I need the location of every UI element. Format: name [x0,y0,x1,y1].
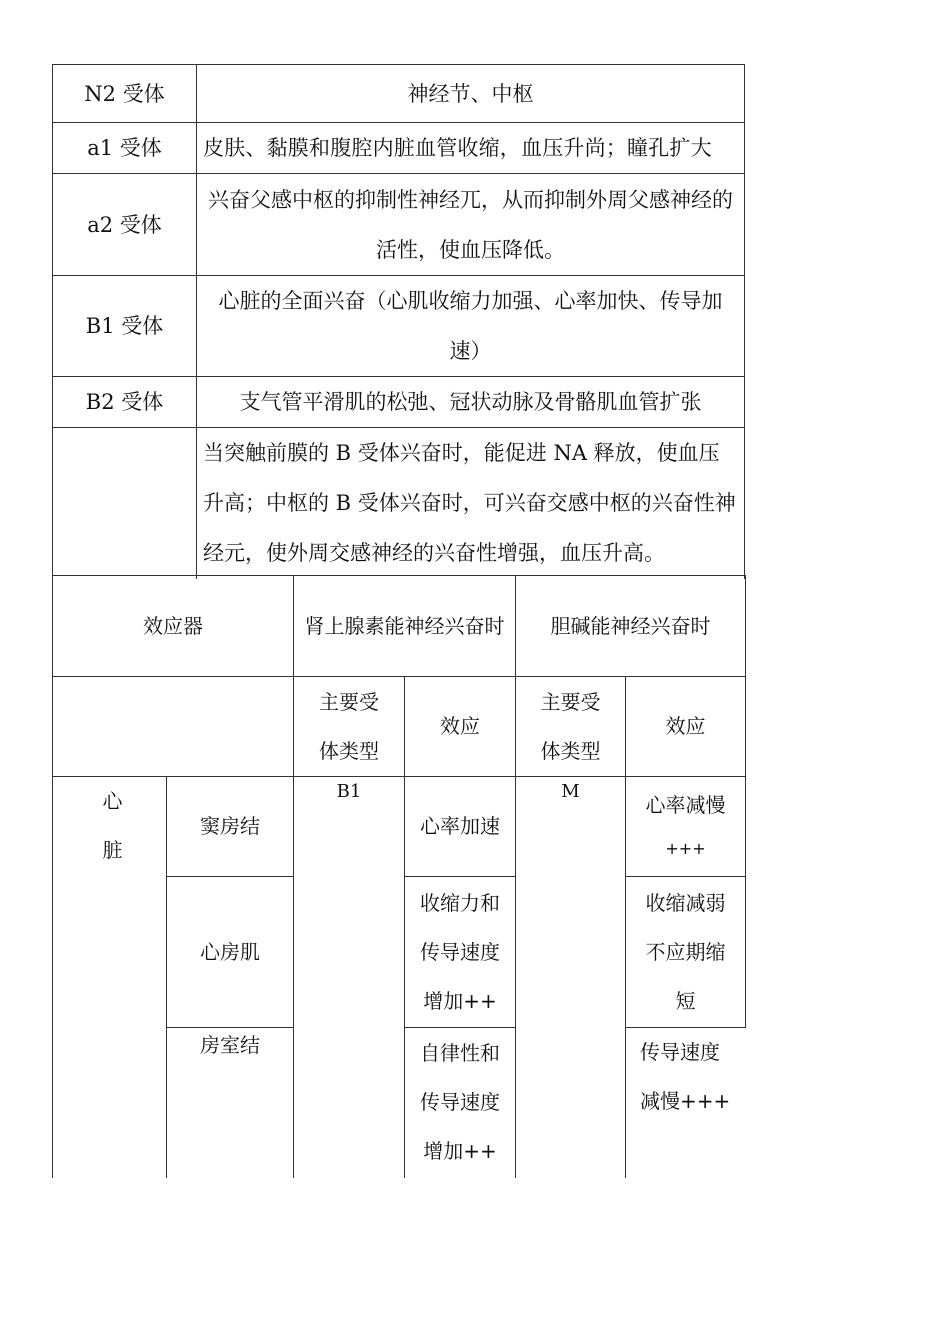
effector-table [52,575,746,1178]
receptor-description: 神经节、中枢 [197,65,745,123]
cholinergic-effect-header: 效应 [626,677,746,777]
adrenergic-receptor-type-header: 主要受体类型 [294,677,405,777]
receptor-label: a1 受体 [53,123,197,174]
organ-part: 心房肌 [167,877,294,1028]
effector-header: 效应器 [53,576,294,677]
receptor-table [52,64,745,579]
cholinergic-effect [626,777,746,877]
receptor-description: 兴奋父感中枢的抑制性神经兀，从而抑制外周父感神经的活性，使血压降低。 [197,174,745,276]
organ-part: 窦房结 [167,777,294,877]
adrenergic-header: 肾上腺素能神经兴奋时 [294,576,516,677]
adrenergic-receptor: B1 [294,777,405,1178]
cholinergic-receptor-type-header: 主要受体类型 [516,677,626,777]
cholinergic-header: 胆碱能神经兴奋时 [516,576,746,677]
receptor-label: a2 受体 [53,174,197,276]
adrenergic-effect: 心率加速 [405,777,516,877]
adrenergic-effect: 自律性和传导速度增加++ [405,1028,516,1178]
organ-part: 房室结 [167,1028,294,1178]
cholinergic-receptor: M [516,777,626,1178]
receptor-label: B2 受体 [53,377,197,428]
adrenergic-effect-header: 效应 [405,677,516,777]
cholinergic-effect: 收缩减弱不应期缩短 [626,877,746,1028]
receptor-description: 皮肤、黏膜和腹腔内脏血管收缩，血压升尚；瞳孔扩大 [197,123,745,174]
cholinergic-effect-marker: +++ [665,838,706,858]
receptor-label [53,428,197,579]
receptor-label: N2 受体 [53,65,197,123]
receptor-label: B1 受体 [53,276,197,377]
cholinergic-effect: 传导速度减慢+++ [626,1028,746,1178]
organ-label: 心脏 [53,777,167,1178]
empty-cell [53,677,294,777]
receptor-description: 当突触前膜的 B 受体兴奋时，能促进 NA 释放，使血压升高；中枢的 B 受体兴奋时，可兴奋交感中枢的兴奋性神经元，使外周交感神经的兴奋性增强，血压升高。 [197,428,745,579]
receptor-description: 心脏的全面兴奋（心肌收缩力加强、心率加快、传导加速） [197,276,745,377]
receptor-description: 支气管平滑肌的松弛、冠状动脉及骨骼肌血管扩张 [197,377,745,428]
adrenergic-effect: 收缩力和传导速度增加++ [405,877,516,1028]
cholinergic-effect-text: 心率减慢 [645,792,726,817]
